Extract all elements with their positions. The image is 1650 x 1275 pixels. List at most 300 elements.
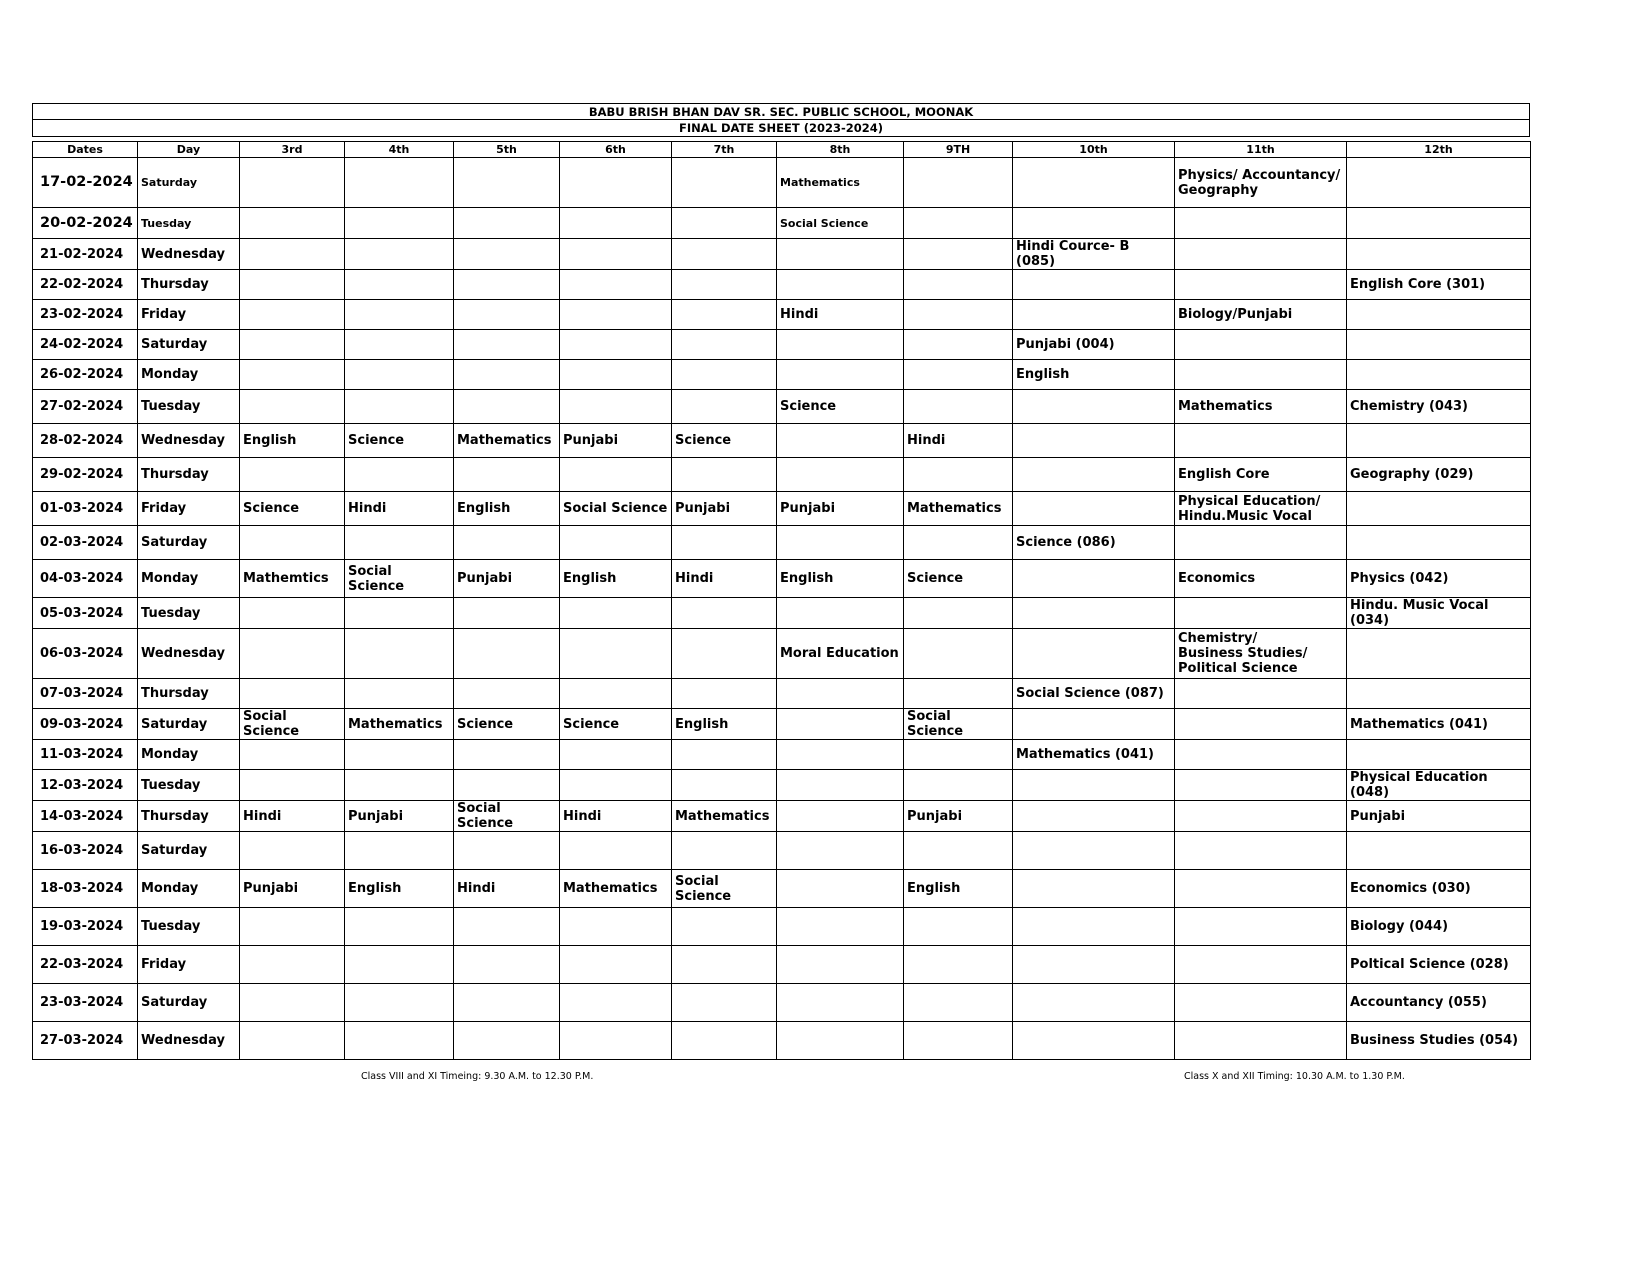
subject-cell <box>1175 709 1347 740</box>
date-cell: 24-02-2024 <box>33 330 138 360</box>
subject-cell: Mathematics <box>1175 390 1347 424</box>
date-sheet-table <box>32 141 1531 1060</box>
subject-cell <box>1013 598 1175 629</box>
subject-cell <box>672 158 777 208</box>
subject-cell: Hindi <box>672 560 777 598</box>
subject-cell: Physical Education (048) <box>1347 770 1531 801</box>
subject-cell <box>777 870 904 908</box>
schedule-body <box>33 158 1531 1060</box>
subject-cell: Chemistry (043) <box>1347 390 1531 424</box>
subject-cell: English <box>904 870 1013 908</box>
subject-cell: Mathematics <box>560 870 672 908</box>
day-cell: Wednesday <box>138 424 240 458</box>
subject-cell <box>454 1022 560 1060</box>
subject-cell <box>904 158 1013 208</box>
subject-cell: English <box>560 560 672 598</box>
subject-cell <box>345 458 454 492</box>
subject-cell <box>672 390 777 424</box>
subject-cell: Science <box>454 709 560 740</box>
subject-cell <box>454 679 560 709</box>
subject-cell <box>777 270 904 300</box>
subject-cell <box>240 908 345 946</box>
date-cell: 27-02-2024 <box>33 390 138 424</box>
date-cell: 17-02-2024 <box>33 158 138 208</box>
schedule-row <box>33 270 1531 300</box>
subject-cell <box>345 908 454 946</box>
subject-cell <box>454 208 560 239</box>
schedule-row <box>33 801 1531 832</box>
subject-cell <box>560 526 672 560</box>
subject-cell: Hindi <box>560 801 672 832</box>
day-cell: Saturday <box>138 526 240 560</box>
subject-cell: Social Science <box>345 560 454 598</box>
subject-cell: Social Science (087) <box>1013 679 1175 709</box>
subject-cell <box>345 239 454 270</box>
subject-cell <box>672 270 777 300</box>
subject-cell: Geography (029) <box>1347 458 1531 492</box>
col-header: 7th <box>672 142 777 158</box>
subject-cell <box>777 526 904 560</box>
subject-cell: English Core <box>1175 458 1347 492</box>
subject-cell <box>560 832 672 870</box>
schedule-row <box>33 908 1531 946</box>
schedule-row <box>33 239 1531 270</box>
subject-cell <box>1013 870 1175 908</box>
subject-cell <box>1347 239 1531 270</box>
subject-cell <box>777 984 904 1022</box>
subject-cell <box>777 908 904 946</box>
subject-cell <box>904 458 1013 492</box>
day-cell: Tuesday <box>138 770 240 801</box>
date-cell: 23-03-2024 <box>33 984 138 1022</box>
subject-cell <box>777 946 904 984</box>
subject-cell <box>1013 208 1175 239</box>
subject-cell: English <box>672 709 777 740</box>
day-cell: Saturday <box>138 709 240 740</box>
subject-cell <box>1347 208 1531 239</box>
col-header: 4th <box>345 142 454 158</box>
date-cell: 05-03-2024 <box>33 598 138 629</box>
subject-cell: Mathematics <box>904 492 1013 526</box>
col-header: 11th <box>1175 142 1347 158</box>
date-cell: 18-03-2024 <box>33 870 138 908</box>
date-cell: 28-02-2024 <box>33 424 138 458</box>
subject-cell <box>777 458 904 492</box>
subject-cell <box>672 984 777 1022</box>
subject-cell <box>672 300 777 330</box>
subject-cell: Hindi <box>345 492 454 526</box>
subject-cell <box>1175 679 1347 709</box>
subject-cell: Economics (030) <box>1347 870 1531 908</box>
subject-cell <box>1013 158 1175 208</box>
subject-cell <box>672 526 777 560</box>
subject-cell <box>1175 208 1347 239</box>
subject-cell <box>560 984 672 1022</box>
subject-cell <box>240 679 345 709</box>
subject-cell <box>904 679 1013 709</box>
subject-cell: Punjabi <box>454 560 560 598</box>
subject-cell <box>560 330 672 360</box>
subject-cell <box>560 740 672 770</box>
subject-cell <box>1175 908 1347 946</box>
subject-cell <box>672 832 777 870</box>
column-header-row <box>33 142 1531 158</box>
subject-cell <box>777 330 904 360</box>
schedule-row <box>33 300 1531 330</box>
subject-cell <box>560 390 672 424</box>
date-cell: 19-03-2024 <box>33 908 138 946</box>
day-cell: Tuesday <box>138 908 240 946</box>
subject-cell <box>1013 770 1175 801</box>
subject-cell <box>904 1022 1013 1060</box>
subject-cell: Social Science <box>904 709 1013 740</box>
day-cell: Thursday <box>138 458 240 492</box>
subject-cell <box>560 158 672 208</box>
date-cell: 21-02-2024 <box>33 239 138 270</box>
subject-cell <box>240 390 345 424</box>
day-cell: Tuesday <box>138 598 240 629</box>
subject-cell <box>560 908 672 946</box>
subject-cell <box>454 770 560 801</box>
subject-cell <box>1175 984 1347 1022</box>
timing-note-x-xii: Class X and XII Timing: 10.30 A.M. to 1.30 P.M. <box>1184 1071 1405 1082</box>
subject-cell <box>904 598 1013 629</box>
subject-cell <box>777 598 904 629</box>
subject-cell <box>1013 709 1175 740</box>
schedule-row <box>33 709 1531 740</box>
subject-cell <box>904 360 1013 390</box>
subject-cell <box>1013 492 1175 526</box>
subject-cell <box>777 239 904 270</box>
subject-cell: Science <box>672 424 777 458</box>
subject-cell <box>672 360 777 390</box>
schedule-row <box>33 740 1531 770</box>
subject-cell <box>454 629 560 679</box>
subject-cell <box>345 330 454 360</box>
subject-cell <box>454 946 560 984</box>
subject-cell: Chemistry/ Business Studies/ Political Science <box>1175 629 1347 679</box>
date-cell: 22-03-2024 <box>33 946 138 984</box>
subject-cell <box>345 598 454 629</box>
schedule-row <box>33 832 1531 870</box>
subject-cell <box>904 270 1013 300</box>
day-cell: Wednesday <box>138 1022 240 1060</box>
schedule-row <box>33 984 1531 1022</box>
subject-cell <box>454 598 560 629</box>
subject-cell <box>345 984 454 1022</box>
subject-cell <box>904 239 1013 270</box>
subject-cell: Moral Education <box>777 629 904 679</box>
subject-cell <box>1175 1022 1347 1060</box>
subject-cell <box>777 709 904 740</box>
day-cell: Friday <box>138 946 240 984</box>
subject-cell <box>345 158 454 208</box>
subject-cell: Hindi <box>777 300 904 330</box>
subject-cell <box>777 1022 904 1060</box>
subject-cell <box>1347 492 1531 526</box>
subject-cell: English <box>345 870 454 908</box>
subject-cell: Social Science <box>777 208 904 239</box>
subject-cell <box>240 239 345 270</box>
day-cell: Monday <box>138 870 240 908</box>
subject-cell: Physics (042) <box>1347 560 1531 598</box>
col-header: 6th <box>560 142 672 158</box>
subject-cell: Science <box>560 709 672 740</box>
col-header: 5th <box>454 142 560 158</box>
schedule-row <box>33 770 1531 801</box>
col-header: 9TH <box>904 142 1013 158</box>
subject-cell <box>672 629 777 679</box>
date-cell: 12-03-2024 <box>33 770 138 801</box>
subject-cell <box>1175 801 1347 832</box>
date-cell: 11-03-2024 <box>33 740 138 770</box>
subject-cell <box>904 984 1013 1022</box>
subject-cell: Physical Education/ Hindu.Music Vocal <box>1175 492 1347 526</box>
subject-cell: English Core (301) <box>1347 270 1531 300</box>
date-cell: 16-03-2024 <box>33 832 138 870</box>
subject-cell <box>240 526 345 560</box>
date-cell: 20-02-2024 <box>33 208 138 239</box>
subject-cell <box>560 598 672 629</box>
col-header: 10th <box>1013 142 1175 158</box>
subject-cell <box>454 832 560 870</box>
subject-cell <box>454 360 560 390</box>
subject-cell <box>904 526 1013 560</box>
subject-cell: Business Studies (054) <box>1347 1022 1531 1060</box>
subject-cell: Punjabi <box>345 801 454 832</box>
subject-cell <box>672 946 777 984</box>
subject-cell <box>454 270 560 300</box>
subject-cell <box>1013 300 1175 330</box>
day-cell: Friday <box>138 300 240 330</box>
subject-cell <box>1175 270 1347 300</box>
subject-cell <box>345 360 454 390</box>
subject-cell <box>345 770 454 801</box>
date-cell: 02-03-2024 <box>33 526 138 560</box>
day-cell: Wednesday <box>138 239 240 270</box>
schedule-row <box>33 598 1531 629</box>
subject-cell <box>1013 946 1175 984</box>
subject-cell <box>1013 629 1175 679</box>
subject-cell <box>1013 270 1175 300</box>
subject-cell <box>777 740 904 770</box>
subject-cell <box>672 740 777 770</box>
subject-cell <box>1013 801 1175 832</box>
col-header: Day <box>138 142 240 158</box>
subject-cell <box>240 832 345 870</box>
subject-cell <box>904 832 1013 870</box>
subject-cell <box>904 740 1013 770</box>
subject-cell <box>1347 424 1531 458</box>
schedule-row <box>33 424 1531 458</box>
subject-cell <box>1013 984 1175 1022</box>
subject-cell: Economics <box>1175 560 1347 598</box>
subject-cell <box>777 832 904 870</box>
subject-cell: Mathematics (041) <box>1347 709 1531 740</box>
subject-cell: Hindi <box>454 870 560 908</box>
subject-cell <box>1175 598 1347 629</box>
subject-cell <box>240 984 345 1022</box>
subject-cell <box>345 300 454 330</box>
subject-cell <box>777 679 904 709</box>
day-cell: Saturday <box>138 158 240 208</box>
day-cell: Tuesday <box>138 390 240 424</box>
subject-cell <box>454 984 560 1022</box>
subject-cell: Mathematics <box>454 424 560 458</box>
schedule-row <box>33 208 1531 239</box>
subject-cell <box>1347 330 1531 360</box>
subject-cell: English <box>1013 360 1175 390</box>
subject-cell <box>777 360 904 390</box>
schedule-row <box>33 526 1531 560</box>
subject-cell <box>904 770 1013 801</box>
subject-cell: English <box>240 424 345 458</box>
day-cell: Friday <box>138 492 240 526</box>
subject-cell <box>240 300 345 330</box>
schedule-row <box>33 870 1531 908</box>
subject-cell: Science <box>777 390 904 424</box>
subject-cell: Accountancy (055) <box>1347 984 1531 1022</box>
subject-cell <box>560 270 672 300</box>
subject-cell: Punjabi <box>560 424 672 458</box>
subject-cell <box>454 390 560 424</box>
schedule-row <box>33 629 1531 679</box>
day-cell: Thursday <box>138 679 240 709</box>
day-cell: Monday <box>138 360 240 390</box>
col-header: 8th <box>777 142 904 158</box>
subject-cell <box>904 629 1013 679</box>
school-name: BABU BRISH BHAN DAV SR. SEC. PUBLIC SCHOOL, MOONAK <box>32 103 1530 120</box>
subject-cell <box>672 679 777 709</box>
subject-cell <box>454 526 560 560</box>
subject-cell: Mathematics <box>672 801 777 832</box>
subject-cell <box>345 270 454 300</box>
subject-cell: Hindi <box>240 801 345 832</box>
col-header: Dates <box>33 142 138 158</box>
subject-cell: Social Science <box>672 870 777 908</box>
subject-cell <box>1013 458 1175 492</box>
subject-cell <box>1175 770 1347 801</box>
date-sheet <box>32 103 1530 1060</box>
subject-cell <box>1175 870 1347 908</box>
subject-cell <box>1175 424 1347 458</box>
col-header: 3rd <box>240 142 345 158</box>
subject-cell <box>560 946 672 984</box>
col-header: 12th <box>1347 142 1531 158</box>
subject-cell <box>1347 679 1531 709</box>
subject-cell: Punjabi <box>777 492 904 526</box>
subject-cell <box>560 770 672 801</box>
subject-cell: Social Science <box>454 801 560 832</box>
subject-cell <box>240 330 345 360</box>
date-cell: 26-02-2024 <box>33 360 138 390</box>
subject-cell: Punjabi <box>904 801 1013 832</box>
subject-cell: Hindi <box>904 424 1013 458</box>
date-cell: 01-03-2024 <box>33 492 138 526</box>
subject-cell <box>1175 360 1347 390</box>
subject-cell <box>454 158 560 208</box>
subject-cell: Science <box>904 560 1013 598</box>
subject-cell <box>1347 629 1531 679</box>
subject-cell <box>904 946 1013 984</box>
day-cell: Wednesday <box>138 629 240 679</box>
subject-cell <box>454 740 560 770</box>
subject-cell <box>672 208 777 239</box>
subject-cell <box>345 390 454 424</box>
schedule-row <box>33 1022 1531 1060</box>
subject-cell <box>560 679 672 709</box>
day-cell: Thursday <box>138 801 240 832</box>
subject-cell: Biology (044) <box>1347 908 1531 946</box>
subject-cell <box>240 270 345 300</box>
day-cell: Thursday <box>138 270 240 300</box>
subject-cell <box>345 1022 454 1060</box>
subject-cell <box>1013 908 1175 946</box>
subject-cell <box>672 770 777 801</box>
subject-cell: Mathematics (041) <box>1013 740 1175 770</box>
subject-cell <box>240 629 345 679</box>
schedule-row <box>33 158 1531 208</box>
subject-cell: Science <box>345 424 454 458</box>
subject-cell <box>1175 832 1347 870</box>
subject-cell: Biology/Punjabi <box>1175 300 1347 330</box>
subject-cell <box>904 208 1013 239</box>
subject-cell <box>672 598 777 629</box>
subject-cell <box>345 629 454 679</box>
subject-cell: Hindu. Music Vocal (034) <box>1347 598 1531 629</box>
subject-cell: Mathematics <box>345 709 454 740</box>
subject-cell <box>1175 239 1347 270</box>
subject-cell <box>1347 300 1531 330</box>
subject-cell: Science (086) <box>1013 526 1175 560</box>
subject-cell: Punjabi (004) <box>1013 330 1175 360</box>
subject-cell <box>904 908 1013 946</box>
subject-cell <box>560 1022 672 1060</box>
date-cell: 22-02-2024 <box>33 270 138 300</box>
subject-cell <box>1347 526 1531 560</box>
date-cell: 09-03-2024 <box>33 709 138 740</box>
subject-cell <box>560 360 672 390</box>
schedule-row <box>33 360 1531 390</box>
subject-cell: Social Science <box>560 492 672 526</box>
subject-cell <box>1175 946 1347 984</box>
date-cell: 23-02-2024 <box>33 300 138 330</box>
schedule-row <box>33 330 1531 360</box>
subject-cell: Science <box>240 492 345 526</box>
subject-cell <box>240 770 345 801</box>
date-cell: 27-03-2024 <box>33 1022 138 1060</box>
subject-cell <box>240 1022 345 1060</box>
subject-cell <box>240 598 345 629</box>
subject-cell <box>345 946 454 984</box>
subject-cell <box>240 158 345 208</box>
subject-cell <box>454 300 560 330</box>
subject-cell: Social Science <box>240 709 345 740</box>
subject-cell <box>904 300 1013 330</box>
day-cell: Monday <box>138 560 240 598</box>
subject-cell <box>1347 740 1531 770</box>
schedule-row <box>33 946 1531 984</box>
subject-cell <box>1347 360 1531 390</box>
subject-cell <box>1013 1022 1175 1060</box>
subject-cell <box>777 770 904 801</box>
schedule-row <box>33 492 1531 526</box>
subject-cell <box>345 208 454 239</box>
subject-cell <box>454 908 560 946</box>
subject-cell <box>454 458 560 492</box>
date-cell: 29-02-2024 <box>33 458 138 492</box>
subject-cell <box>672 239 777 270</box>
